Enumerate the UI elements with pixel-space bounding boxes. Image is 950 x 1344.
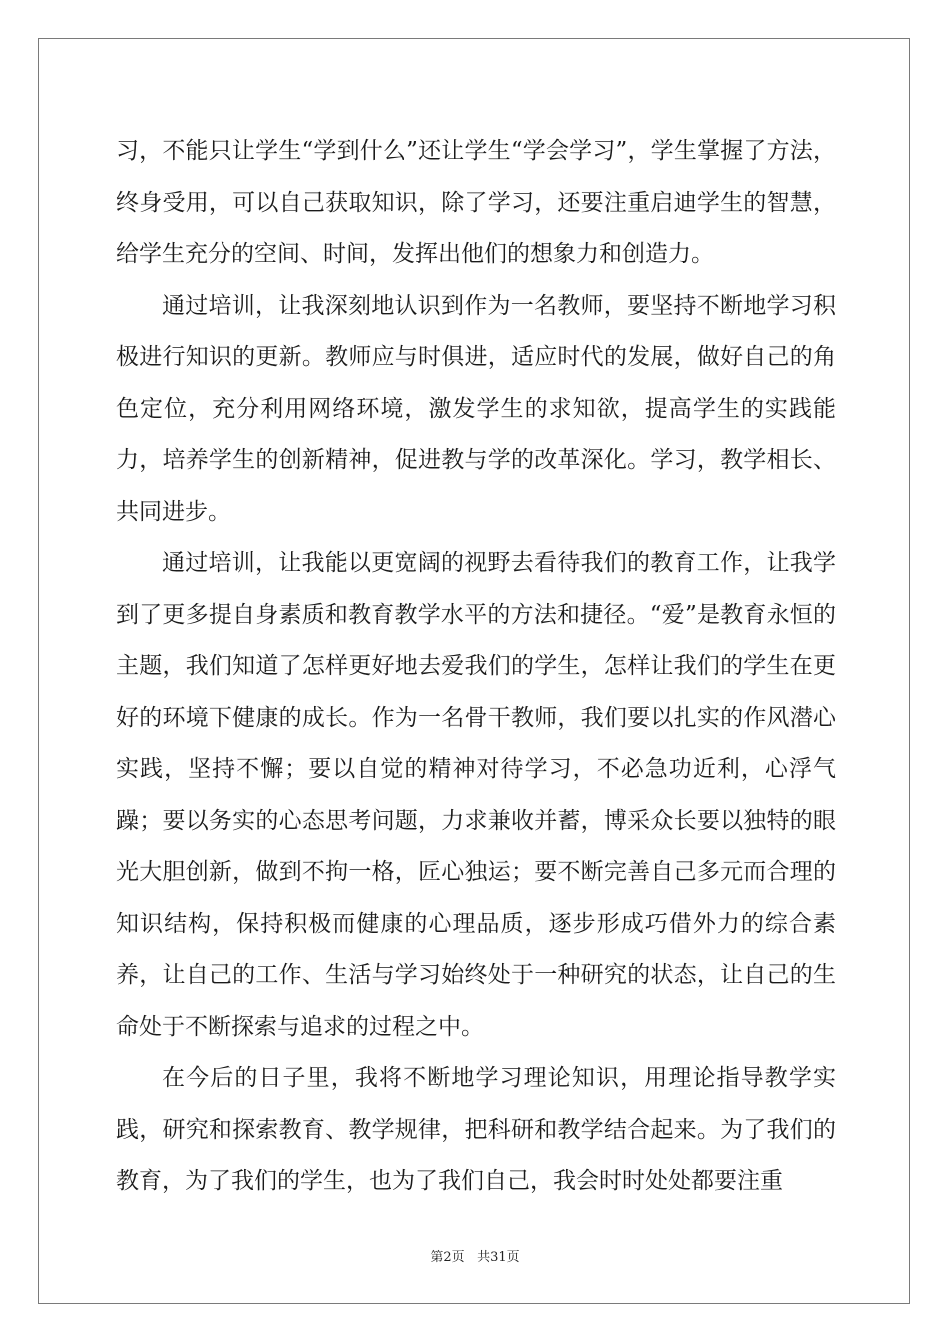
document-body <box>116 126 836 1208</box>
paragraph-future: 在今后的日子里，我将不断地学习理论知识，用理论指导教学实践，研究和探索教育、教学规律，把科研和教学结合起来。为了我们的教育，为了我们的学生，也为了我们自己，我会时时处处都要注重 <box>116 1065 836 1194</box>
page-footer <box>0 1246 950 1265</box>
page-number: 第2页 <box>430 1250 465 1265</box>
paragraph-training-learning: 通过培训，让我深刻地认识到作为一名教师，要坚持不断地学习积极进行知识的更新。教师应与时俱进，适应时代的发展，做好自己的角色定位，充分利用网络环境，激发学生的求知欲，提高学生的实践能力，培养学生的创新精神，促进教与学的改革深化。学习，教学相长、共同进步。 <box>116 292 836 525</box>
page-total: 共31页 <box>477 1250 520 1265</box>
paragraph-training-vision: 通过培训，让我能以更宽阔的视野去看待我们的教育工作，让我学到了更多提自身素质和教育教学水平的方法和捷径。“爱”是教育永恒的主题，我们知道了怎样更好地去爱我们的学生，怎样让我们的学生在更好的环境下健康的成长。作为一名骨干教师，我们要以扎实的作风潜心实践，坚持不懈；要以自觉的精神对待学习，不必急功近利，心浮气躁；要以务实的心态思考问题，力求兼收并蓄，博采众长要以独特的眼光大胆创新，做到不拘一格，匠心独运；要不断完善自己多元而合理的知识结构，保持积极而健康的心理品质，逐步形成巧借外力的综合素养，让自己的工作、生活与学习始终处于一种研究的状态，让自己的生命处于不断探索与追求的过程之中。 <box>116 550 836 1040</box>
paragraph-continued: 习，不能只让学生“学到什么”还让学生“学会学习”，学生掌握了方法，终身受用，可以自己获取知识，除了学习，还要注重启迪学生的智慧，给学生充分的空间、时间，发挥出他们的想象力和创造力。 <box>116 138 836 267</box>
